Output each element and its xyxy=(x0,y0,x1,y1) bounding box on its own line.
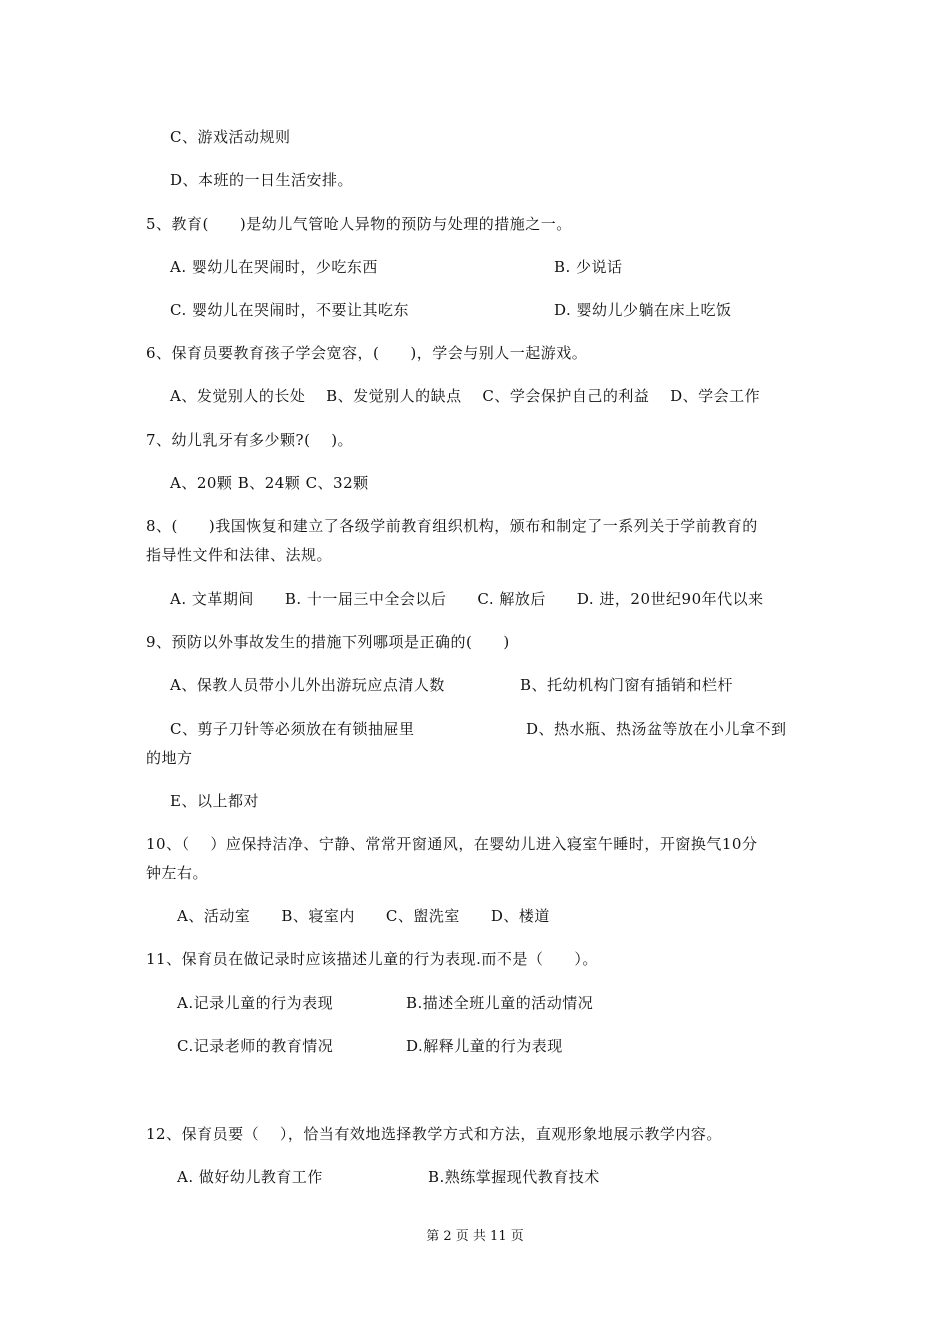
question-6: 6、保育员要教育孩子学会宽容，( )，学会与别人一起游戏。 xyxy=(146,344,588,362)
question-11: 11、保育员在做记录时应该描述儿童的行为表现.而不是（ ）。 xyxy=(146,950,598,968)
option-e: E、以上都对 xyxy=(170,792,259,810)
question-12: 12、保育员要（ ），恰当有效地选择教学方式和方法，直观形象地展示教学内容。 xyxy=(146,1125,722,1143)
question-8-continued: 指导性文件和法律、法规。 xyxy=(146,546,333,564)
question-9: 9、预防以外事故发生的措施下列哪项是正确的( ) xyxy=(146,633,510,651)
option-a: A、保教人员带小儿外出游玩应点清人数 xyxy=(170,676,445,694)
option-d-continued: 的地方 xyxy=(146,749,193,767)
question-10-continued: 钟左右。 xyxy=(146,864,209,882)
question-10: 10、（ ）应保持洁净、宁静、常常开窗通风，在婴幼儿进入寝室午睡时，开窗换气10分 xyxy=(146,835,758,853)
question-5: 5、教育( )是幼儿气管呛人异物的预防与处理的措施之一。 xyxy=(146,215,572,233)
option-c: C、游戏活动规则 xyxy=(170,128,291,146)
option-a: A. 做好幼儿教育工作 xyxy=(177,1168,323,1186)
option-d: D、热水瓶、热汤盆等放在小儿拿不到 xyxy=(526,720,787,738)
option-c: C. 婴幼儿在哭闹时，不要让其吃东 xyxy=(170,301,409,319)
options-row: A、发觉别人的长处 B、发觉别人的缺点 C、学会保护自己的利益 D、学会工作 xyxy=(170,387,761,405)
option-b: B.描述全班儿童的活动情况 xyxy=(406,994,594,1012)
options-row: A、活动室 B、寝室内 C、盥洗室 D、楼道 xyxy=(177,907,550,925)
option-d: D. 婴幼儿少躺在床上吃饭 xyxy=(554,301,732,319)
option-b: B.熟练掌握现代教育技术 xyxy=(428,1168,600,1186)
option-c: C、剪子刀针等必须放在有锁抽屉里 xyxy=(170,720,415,738)
option-b: B、托幼机构门窗有插销和栏杆 xyxy=(520,676,734,694)
option-d: D、本班的一日生活安排。 xyxy=(170,171,354,189)
options-row: A、20颗 B、24颗 C、32颗 xyxy=(170,474,369,492)
option-d: D.解释儿童的行为表现 xyxy=(406,1037,563,1055)
option-c: C.记录老师的教育情况 xyxy=(177,1037,334,1055)
option-a: A. 婴幼儿在哭闹时，少吃东西 xyxy=(170,258,378,276)
option-a: A.记录儿童的行为表现 xyxy=(177,994,334,1012)
question-8: 8、( )我国恢复和建立了各级学前教育组织机构，颁布和制定了一系列关于学前教育的 xyxy=(146,517,758,535)
options-row: A. 文革期间 B. 十一届三中全会以后 C. 解放后 D. 进，20世纪90年代以来 xyxy=(170,590,764,608)
question-7: 7、幼儿乳牙有多少颗?( )。 xyxy=(146,431,354,449)
option-b: B. 少说话 xyxy=(554,258,623,276)
page-footer: 第 2 页 共 11 页 xyxy=(426,1229,524,1244)
